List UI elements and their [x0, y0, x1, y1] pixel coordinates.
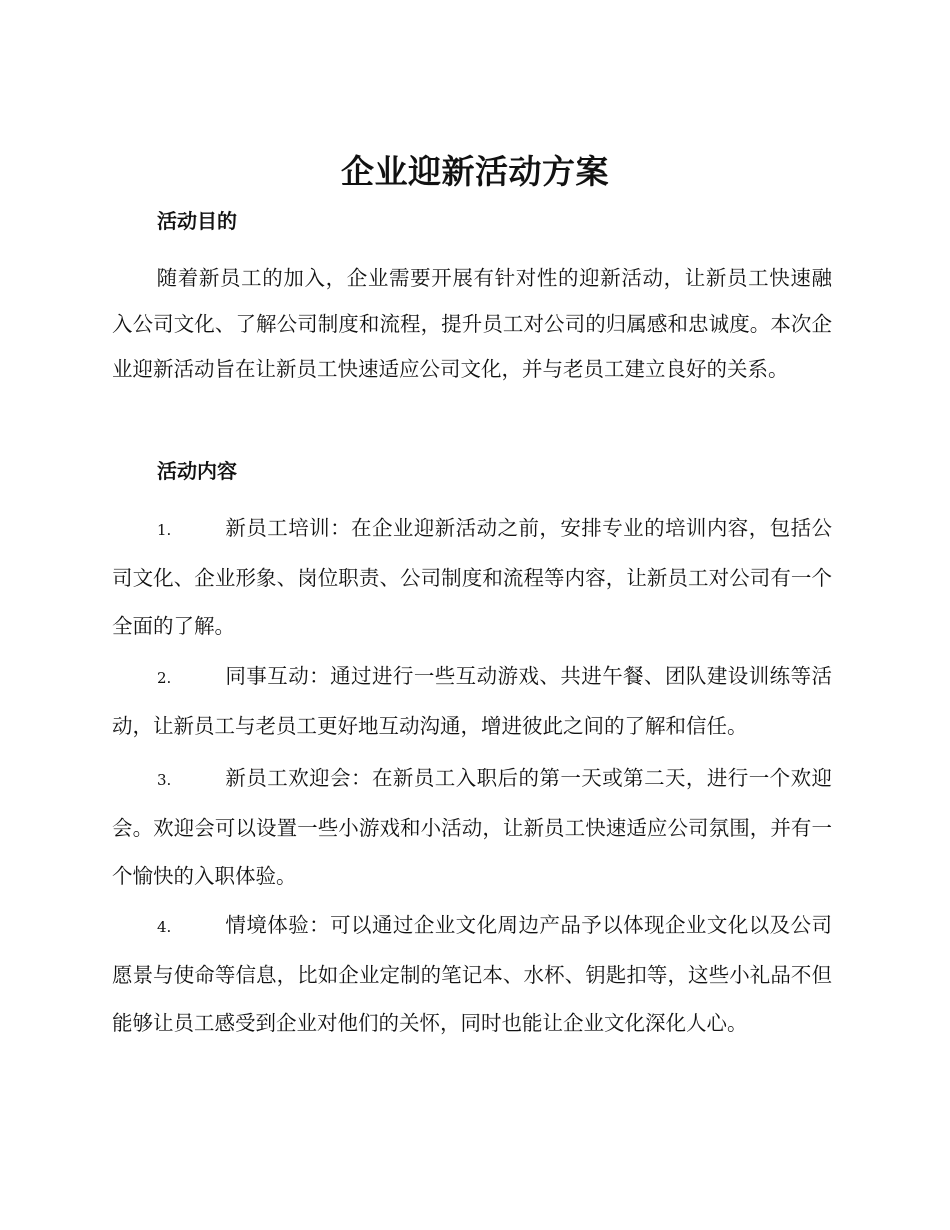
purpose-paragraph-text: 随着新员工的加入，企业需要开展有针对性的迎新活动，让新员工快速融入公司文化、了解公司制度和流程，提升员工对公司的归属感和忠诚度。本次企业迎新活动旨在让新员工快速适应公司文化，并与老员工建立良好的关系。	[112, 266, 832, 381]
list-item-number: 2.	[157, 669, 172, 687]
list-item-number: 4.	[157, 918, 172, 936]
list-item	[112, 754, 832, 900]
list-item-text: 可以通过企业文化周边产品予以体现企业文化以及公司愿景与使命等信息，比如企业定制的笔记本、水杯、钥匙扣等，这些小礼品不但能够让员工感受到企业对他们的关怀，同时也能让企业文化深化人心。	[112, 913, 833, 1035]
list-item	[112, 504, 832, 650]
list-item-label: 同事互动	[225, 664, 310, 688]
list-item	[112, 901, 832, 1047]
list-item-text: 在新员工入职后的第一天或第二天，进行一个欢迎会。欢迎会可以设置一些小游戏和小活动，让新员工快速适应公司氛围，并有一个愉快的入职体验。	[112, 766, 833, 888]
list-item-text: 在企业迎新活动之前，安排专业的培训内容，包括公司文化、企业形象、岗位职责、公司制度和流程等内容，让新员工对公司有一个全面的了解。	[112, 516, 833, 638]
list-item-label: 新员工欢迎会	[225, 766, 352, 790]
purpose-paragraph	[112, 256, 832, 393]
section-heading-purpose: 活动目的	[157, 209, 237, 233]
list-item-text: 通过进行一些互动游戏、共进午餐、团队建设训练等活动，让新员工与老员工更好地互动沟通，增进彼此之间的了解和信任。	[112, 664, 833, 738]
list-item-colon: ：	[309, 664, 331, 688]
list-item-label: 情境体验	[225, 913, 310, 937]
document-title: 企业迎新活动方案	[341, 152, 609, 191]
list-item-colon: ：	[351, 766, 372, 790]
list-item-number: 3.	[157, 771, 172, 789]
list-item-number: 1.	[157, 521, 172, 539]
list-item	[112, 652, 832, 750]
list-item-colon: ：	[330, 516, 352, 540]
list-item-colon: ：	[309, 913, 331, 937]
list-item-label: 新员工培训	[225, 516, 331, 540]
section-heading-content: 活动内容	[157, 459, 237, 483]
